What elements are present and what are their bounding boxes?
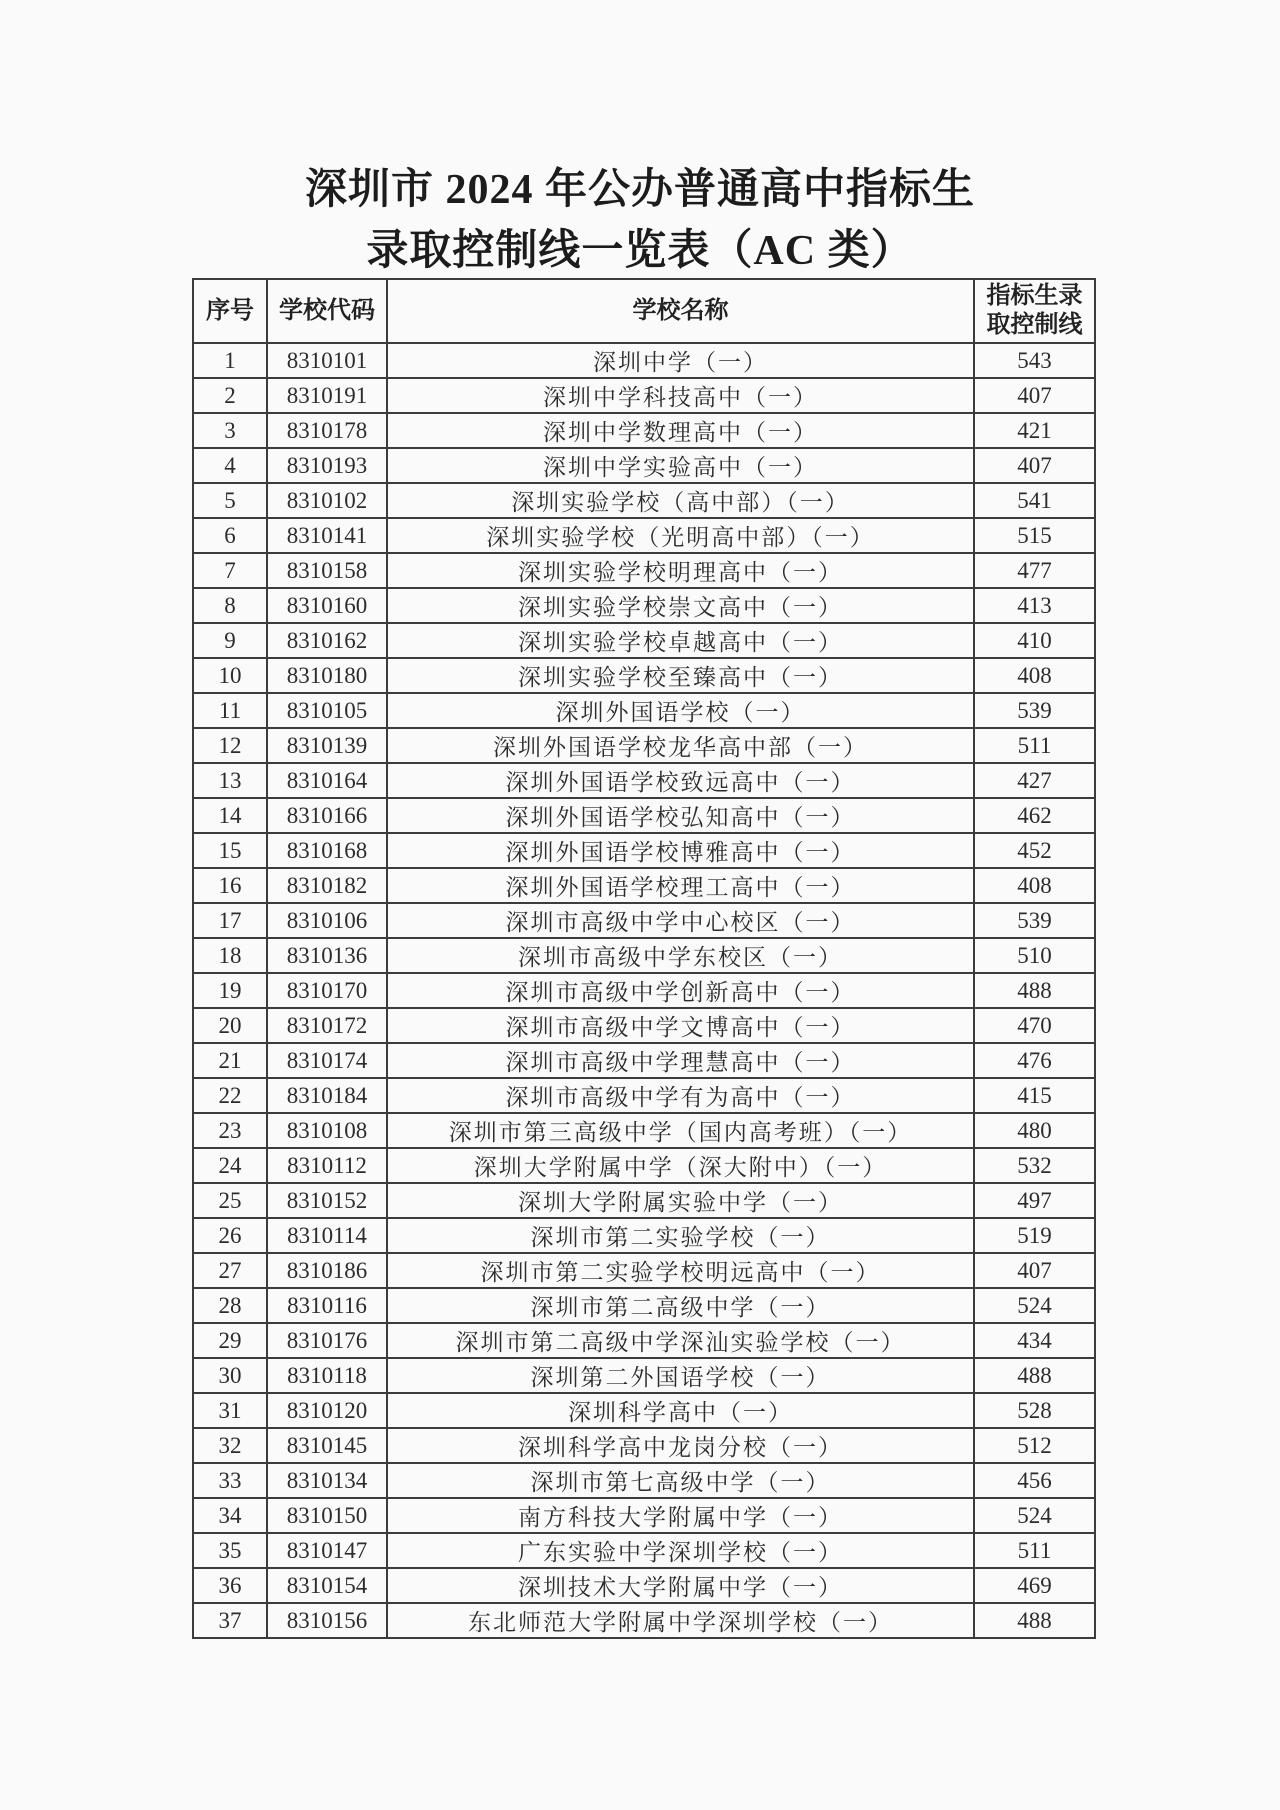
row-school-name: 深圳实验学校卓越高中（一） <box>387 623 974 658</box>
row-seq: 13 <box>193 763 267 798</box>
table-row <box>193 1393 1095 1428</box>
row-seq: 18 <box>193 938 267 973</box>
row-school-code: 8310186 <box>267 1253 387 1288</box>
row-control-line: 480 <box>974 1113 1095 1148</box>
row-control-line: 532 <box>974 1148 1095 1183</box>
row-school-code: 8310176 <box>267 1323 387 1358</box>
row-school-name: 深圳外国语学校龙华高中部（一） <box>387 728 974 763</box>
header-score-line2: 取控制线 <box>986 312 1083 338</box>
row-school-name: 深圳外国语学校致远高中（一） <box>387 763 974 798</box>
row-control-line: 512 <box>974 1428 1095 1463</box>
row-school-name: 深圳中学数理高中（一） <box>387 413 974 448</box>
row-school-name: 深圳市高级中学有为高中（一） <box>387 1078 974 1113</box>
row-control-line: 407 <box>974 448 1095 483</box>
row-school-code: 8310141 <box>267 518 387 553</box>
row-seq: 8 <box>193 588 267 623</box>
row-school-code: 8310174 <box>267 1043 387 1078</box>
row-school-name: 深圳第二外国语学校（一） <box>387 1358 974 1393</box>
row-school-code: 8310102 <box>267 483 387 518</box>
row-school-code: 8310191 <box>267 378 387 413</box>
row-school-code: 8310118 <box>267 1358 387 1393</box>
row-seq: 33 <box>193 1463 267 1498</box>
row-school-name: 深圳市第七高级中学（一） <box>387 1463 974 1498</box>
row-school-name: 深圳实验学校至臻高中（一） <box>387 658 974 693</box>
row-control-line: 456 <box>974 1463 1095 1498</box>
row-control-line: 519 <box>974 1218 1095 1253</box>
row-control-line: 476 <box>974 1043 1095 1078</box>
row-school-code: 8310172 <box>267 1008 387 1043</box>
row-control-line: 539 <box>974 903 1095 938</box>
row-school-code: 8310162 <box>267 623 387 658</box>
table-row <box>193 798 1095 833</box>
row-school-name: 深圳科学高中龙岗分校（一） <box>387 1428 974 1463</box>
row-school-code: 8310106 <box>267 903 387 938</box>
row-school-code: 8310112 <box>267 1148 387 1183</box>
table-row <box>193 1078 1095 1113</box>
row-control-line: 497 <box>974 1183 1095 1218</box>
row-school-code: 8310170 <box>267 973 387 1008</box>
row-school-code: 8310154 <box>267 1568 387 1603</box>
row-seq: 20 <box>193 1008 267 1043</box>
header-code: 学校代码 <box>267 279 387 343</box>
row-school-code: 8310193 <box>267 448 387 483</box>
row-school-code: 8310139 <box>267 728 387 763</box>
row-control-line: 410 <box>974 623 1095 658</box>
title-line-2: 录取控制线一览表（AC 类） <box>366 228 914 274</box>
table-row <box>193 1008 1095 1043</box>
header-score <box>974 279 1095 343</box>
row-seq: 25 <box>193 1183 267 1218</box>
row-school-name: 深圳实验学校崇文高中（一） <box>387 588 974 623</box>
row-school-name: 深圳市高级中学中心校区（一） <box>387 903 974 938</box>
table-row <box>193 518 1095 553</box>
row-school-code: 8310101 <box>267 343 387 378</box>
row-school-code: 8310166 <box>267 798 387 833</box>
table-header-row <box>193 279 1095 343</box>
row-school-name: 东北师范大学附属中学深圳学校（一） <box>387 1603 974 1638</box>
row-control-line: 407 <box>974 378 1095 413</box>
table-row <box>193 973 1095 1008</box>
table-row <box>193 448 1095 483</box>
row-seq: 36 <box>193 1568 267 1603</box>
row-school-code: 8310164 <box>267 763 387 798</box>
document-title <box>0 160 1280 282</box>
row-control-line: 407 <box>974 1253 1095 1288</box>
row-school-name: 深圳市高级中学文博高中（一） <box>387 1008 974 1043</box>
row-school-name: 深圳外国语学校（一） <box>387 693 974 728</box>
row-control-line: 511 <box>974 728 1095 763</box>
table-row <box>193 1498 1095 1533</box>
table-body <box>193 343 1095 1638</box>
row-school-code: 8310178 <box>267 413 387 448</box>
row-control-line: 434 <box>974 1323 1095 1358</box>
row-school-code: 8310150 <box>267 1498 387 1533</box>
table-row <box>193 763 1095 798</box>
row-seq: 32 <box>193 1428 267 1463</box>
row-control-line: 477 <box>974 553 1095 588</box>
admission-control-line-table <box>192 278 1096 1639</box>
row-seq: 9 <box>193 623 267 658</box>
table-row <box>193 1183 1095 1218</box>
row-school-name: 深圳外国语学校博雅高中（一） <box>387 833 974 868</box>
row-school-code: 8310152 <box>267 1183 387 1218</box>
table-row <box>193 1533 1095 1568</box>
row-seq: 19 <box>193 973 267 1008</box>
row-seq: 14 <box>193 798 267 833</box>
row-seq: 7 <box>193 553 267 588</box>
table-row <box>193 623 1095 658</box>
row-seq: 11 <box>193 693 267 728</box>
table-row <box>193 903 1095 938</box>
row-control-line: 511 <box>974 1533 1095 1568</box>
row-control-line: 539 <box>974 693 1095 728</box>
row-school-name: 深圳市高级中学东校区（一） <box>387 938 974 973</box>
row-school-code: 8310145 <box>267 1428 387 1463</box>
table-row <box>193 1218 1095 1253</box>
header-name: 学校名称 <box>387 279 974 343</box>
table-row <box>193 413 1095 448</box>
row-control-line: 528 <box>974 1393 1095 1428</box>
row-school-name: 深圳市第二实验学校（一） <box>387 1218 974 1253</box>
row-school-name: 深圳中学实验高中（一） <box>387 448 974 483</box>
row-seq: 28 <box>193 1288 267 1323</box>
row-school-code: 8310180 <box>267 658 387 693</box>
row-school-name: 广东实验中学深圳学校（一） <box>387 1533 974 1568</box>
row-school-name: 深圳科学高中（一） <box>387 1393 974 1428</box>
row-seq: 5 <box>193 483 267 518</box>
table-row <box>193 1043 1095 1078</box>
row-control-line: 469 <box>974 1568 1095 1603</box>
row-control-line: 524 <box>974 1288 1095 1323</box>
row-school-name: 深圳市高级中学创新高中（一） <box>387 973 974 1008</box>
row-school-name: 深圳市第三高级中学（国内高考班）（一） <box>387 1113 974 1148</box>
row-seq: 23 <box>193 1113 267 1148</box>
row-seq: 30 <box>193 1358 267 1393</box>
row-control-line: 408 <box>974 658 1095 693</box>
table-row <box>193 1113 1095 1148</box>
row-control-line: 470 <box>974 1008 1095 1043</box>
row-school-name: 深圳实验学校（高中部）（一） <box>387 483 974 518</box>
row-seq: 29 <box>193 1323 267 1358</box>
row-seq: 10 <box>193 658 267 693</box>
row-control-line: 452 <box>974 833 1095 868</box>
row-school-name: 深圳市第二实验学校明远高中（一） <box>387 1253 974 1288</box>
row-seq: 24 <box>193 1148 267 1183</box>
row-school-code: 8310114 <box>267 1218 387 1253</box>
table-row <box>193 588 1095 623</box>
row-seq: 37 <box>193 1603 267 1638</box>
table-row <box>193 1288 1095 1323</box>
row-control-line: 408 <box>974 868 1095 903</box>
row-school-name: 深圳外国语学校理工高中（一） <box>387 868 974 903</box>
row-school-name: 深圳技术大学附属中学（一） <box>387 1568 974 1603</box>
table-row <box>193 1253 1095 1288</box>
row-seq: 27 <box>193 1253 267 1288</box>
row-seq: 31 <box>193 1393 267 1428</box>
row-control-line: 421 <box>974 413 1095 448</box>
row-school-name: 深圳市第二高级中学深汕实验学校（一） <box>387 1323 974 1358</box>
header-score-line1: 指标生录 <box>986 283 1083 309</box>
row-school-code: 8310184 <box>267 1078 387 1113</box>
row-control-line: 510 <box>974 938 1095 973</box>
row-seq: 21 <box>193 1043 267 1078</box>
row-school-name: 深圳外国语学校弘知高中（一） <box>387 798 974 833</box>
table-row <box>193 553 1095 588</box>
row-seq: 22 <box>193 1078 267 1113</box>
row-seq: 2 <box>193 378 267 413</box>
row-school-name: 南方科技大学附属中学（一） <box>387 1498 974 1533</box>
table-row <box>193 343 1095 378</box>
row-school-name: 深圳实验学校明理高中（一） <box>387 553 974 588</box>
table-row <box>193 1323 1095 1358</box>
row-control-line: 543 <box>974 343 1095 378</box>
row-seq: 1 <box>193 343 267 378</box>
row-control-line: 541 <box>974 483 1095 518</box>
row-school-name: 深圳大学附属中学（深大附中）（一） <box>387 1148 974 1183</box>
row-school-code: 8310108 <box>267 1113 387 1148</box>
table-row <box>193 483 1095 518</box>
row-school-code: 8310156 <box>267 1603 387 1638</box>
row-school-name: 深圳大学附属实验中学（一） <box>387 1183 974 1218</box>
row-control-line: 488 <box>974 1603 1095 1638</box>
row-control-line: 488 <box>974 973 1095 1008</box>
row-seq: 12 <box>193 728 267 763</box>
row-seq: 17 <box>193 903 267 938</box>
table-row <box>193 1568 1095 1603</box>
table-row <box>193 693 1095 728</box>
row-school-code: 8310136 <box>267 938 387 973</box>
row-control-line: 524 <box>974 1498 1095 1533</box>
header-seq: 序号 <box>193 279 267 343</box>
row-control-line: 413 <box>974 588 1095 623</box>
table-row <box>193 1603 1095 1638</box>
row-control-line: 515 <box>974 518 1095 553</box>
row-school-code: 8310116 <box>267 1288 387 1323</box>
title-line-1: 深圳市 2024 年公办普通高中指标生 <box>304 167 975 213</box>
row-seq: 34 <box>193 1498 267 1533</box>
row-seq: 6 <box>193 518 267 553</box>
row-control-line: 462 <box>974 798 1095 833</box>
table-row <box>193 1428 1095 1463</box>
row-seq: 26 <box>193 1218 267 1253</box>
row-control-line: 488 <box>974 1358 1095 1393</box>
row-control-line: 415 <box>974 1078 1095 1113</box>
row-seq: 35 <box>193 1533 267 1568</box>
row-school-name: 深圳市高级中学理慧高中（一） <box>387 1043 974 1078</box>
row-school-code: 8310134 <box>267 1463 387 1498</box>
table-row <box>193 378 1095 413</box>
table-row <box>193 938 1095 973</box>
row-school-code: 8310158 <box>267 553 387 588</box>
table-row <box>193 833 1095 868</box>
row-school-code: 8310160 <box>267 588 387 623</box>
row-seq: 16 <box>193 868 267 903</box>
row-school-code: 8310182 <box>267 868 387 903</box>
row-school-name: 深圳市第二高级中学（一） <box>387 1288 974 1323</box>
row-control-line: 427 <box>974 763 1095 798</box>
row-seq: 4 <box>193 448 267 483</box>
row-school-name: 深圳中学科技高中（一） <box>387 378 974 413</box>
table-row <box>193 658 1095 693</box>
table-row <box>193 868 1095 903</box>
row-school-code: 8310168 <box>267 833 387 868</box>
table-row <box>193 1358 1095 1393</box>
row-school-code: 8310105 <box>267 693 387 728</box>
row-seq: 15 <box>193 833 267 868</box>
row-school-name: 深圳实验学校（光明高中部）（一） <box>387 518 974 553</box>
row-school-code: 8310120 <box>267 1393 387 1428</box>
row-seq: 3 <box>193 413 267 448</box>
row-school-code: 8310147 <box>267 1533 387 1568</box>
table-row <box>193 1148 1095 1183</box>
row-school-name: 深圳中学（一） <box>387 343 974 378</box>
table-row <box>193 1463 1095 1498</box>
table-row <box>193 728 1095 763</box>
